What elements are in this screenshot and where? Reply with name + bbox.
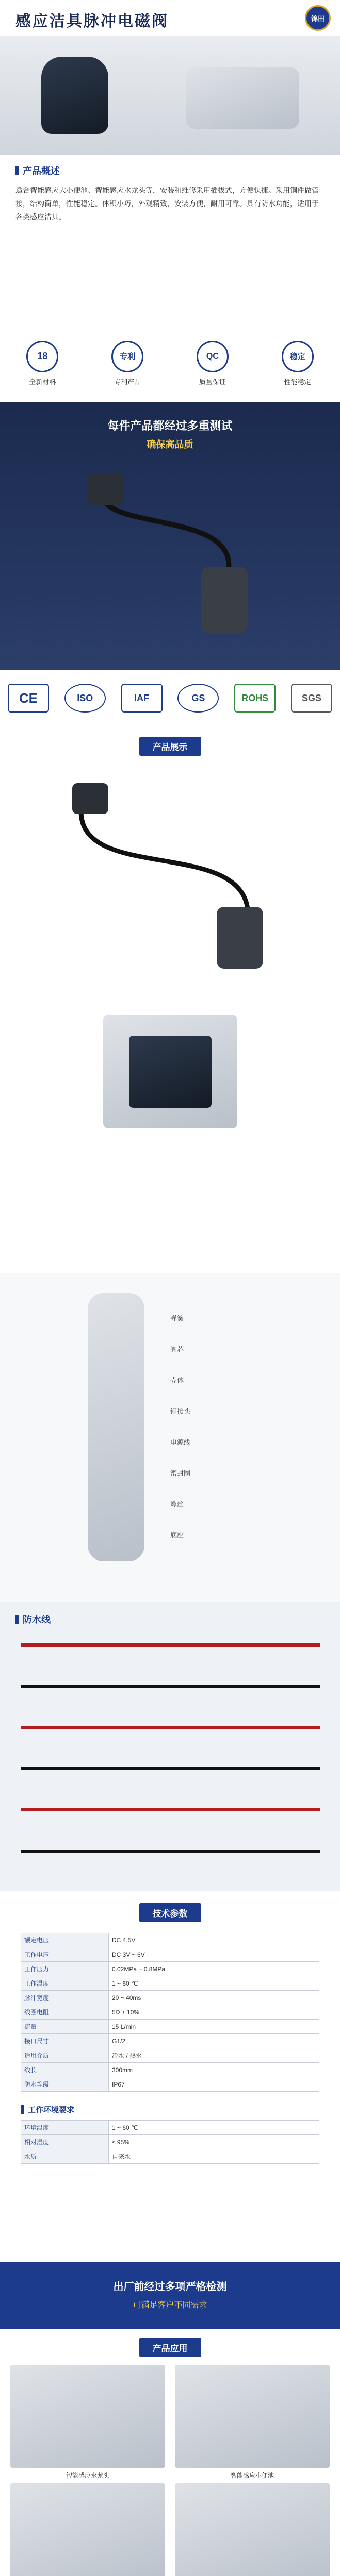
faucet-photo <box>186 67 299 129</box>
product-photo-1 <box>62 768 279 984</box>
age-18-icon: 18 <box>26 341 58 372</box>
table-row: 额定电压 DC 4.5V <box>21 1933 319 1947</box>
display-label: 产品展示 <box>139 737 201 756</box>
table-row: 防水等级 IP67 <box>21 2077 319 2092</box>
iso-logo: ISO <box>64 684 106 713</box>
env-title: 工作环境要求 <box>21 2104 319 2115</box>
valve-photo <box>41 57 108 134</box>
part-label: 阀芯 <box>170 1346 184 1353</box>
valve-product-image <box>72 464 268 649</box>
rohs-logo: ROHS <box>234 684 276 713</box>
wire-black-1 <box>21 1685 320 1688</box>
table-row: 线圈电阻 5Ω ± 10% <box>21 2005 319 2020</box>
gs-logo: GS <box>177 684 219 713</box>
valve-base-photo <box>129 1036 212 1108</box>
table-row: 流量 15 L/min <box>21 2020 319 2034</box>
app-photo-3 <box>10 2483 165 2576</box>
patent-icon: 专利 <box>111 341 143 372</box>
wire-red-1 <box>21 1643 320 1647</box>
table-row: 适用介质 冷水 / 热水 <box>21 2048 319 2063</box>
part-label: 壳体 <box>170 1377 184 1384</box>
exploded-view <box>88 1293 144 1561</box>
table-row: 环境温度 1 ~ 60 ℃ <box>21 2121 319 2135</box>
page-title: 感应洁具脉冲电磁阀 <box>15 13 169 30</box>
table-row: 水质 自来水 <box>21 2149 319 2164</box>
overview-section <box>0 155 340 325</box>
wire-red-2 <box>21 1726 320 1729</box>
table-row: 相对湿度 ≤ 95% <box>21 2135 319 2149</box>
part-label: 密封圈 <box>170 1469 191 1477</box>
env-table <box>21 2120 319 2164</box>
hero-image <box>0 36 340 155</box>
spec-table <box>21 1933 319 2092</box>
table-row: 工作电压 DC 3V ~ 6V <box>21 1947 319 1962</box>
part-label: 螺丝 <box>170 1500 184 1508</box>
part-label: 铜接头 <box>170 1408 191 1415</box>
factory-banner: 出厂前经过多项严格检测 可满足客户不同需求 <box>0 2262 340 2329</box>
product-display <box>0 726 340 1273</box>
feature-row <box>0 325 340 402</box>
app-photo-4 <box>175 2483 330 2576</box>
feature-item: QC 质量保证 <box>197 341 229 386</box>
test-banner: 每件产品都经过多重测试 确保高品质 <box>0 402 340 670</box>
table-row: 接口尺寸 G1/2 <box>21 2034 319 2048</box>
overview-text: 适合智能感应大小便池、智能感应水龙头等，安装和维修采用插拔式，方便快捷。采用铜件做管接，结构简单，性能稳定。体积小巧，外观精致，安装方便，耐用可靠。具有防水功能，适用于各类感应洁具。 <box>15 186 319 221</box>
feature-item: 专利 专利产品 <box>111 341 143 386</box>
apps-title: 产品应用 <box>139 2338 201 2357</box>
part-label: 电源线 <box>170 1438 191 1446</box>
table-row: 脉冲宽度 20 ~ 40ms <box>21 1991 319 2005</box>
table-row: 工作温度 1 ~ 60 ℃ <box>21 1976 319 1991</box>
table-row: 线长 300mm <box>21 2063 319 2077</box>
app-photo-1 <box>10 2365 165 2468</box>
app-photo-2 <box>175 2365 330 2468</box>
header <box>0 0 340 36</box>
wire-red-3 <box>21 1808 320 1811</box>
ce-logo: CE <box>8 684 49 713</box>
waterproof-section <box>0 1602 340 1891</box>
feature-item: 稳定 性能稳定 <box>282 341 314 386</box>
table-row: 工作压力 0.02MPa ~ 0.8MPa <box>21 1962 319 1976</box>
feature-item: 18 全新材料 <box>26 341 58 386</box>
waterproof-label: 防水线 <box>15 1613 340 1626</box>
part-label: 弹簧 <box>170 1315 184 1323</box>
quality-icon: QC <box>197 341 229 372</box>
cert-logos <box>0 670 340 726</box>
part-label: 底座 <box>170 1531 184 1539</box>
overview-label: 产品概述 <box>15 164 325 177</box>
wire-black-3 <box>21 1850 320 1853</box>
spec-title: 技术参数 <box>139 1903 201 1922</box>
wire-black-2 <box>21 1767 320 1770</box>
application-section: 产品应用 智能感应水龙头 智能感应小便池 <box>0 2329 340 2576</box>
structure-diagram <box>0 1273 340 1602</box>
stable-icon: 稳定 <box>282 341 314 372</box>
iaf-logo: IAF <box>121 684 163 713</box>
sgs-logo: SGS <box>291 684 332 713</box>
spec-section <box>0 1891 340 2262</box>
brand-logo: 锦田 <box>305 5 331 31</box>
